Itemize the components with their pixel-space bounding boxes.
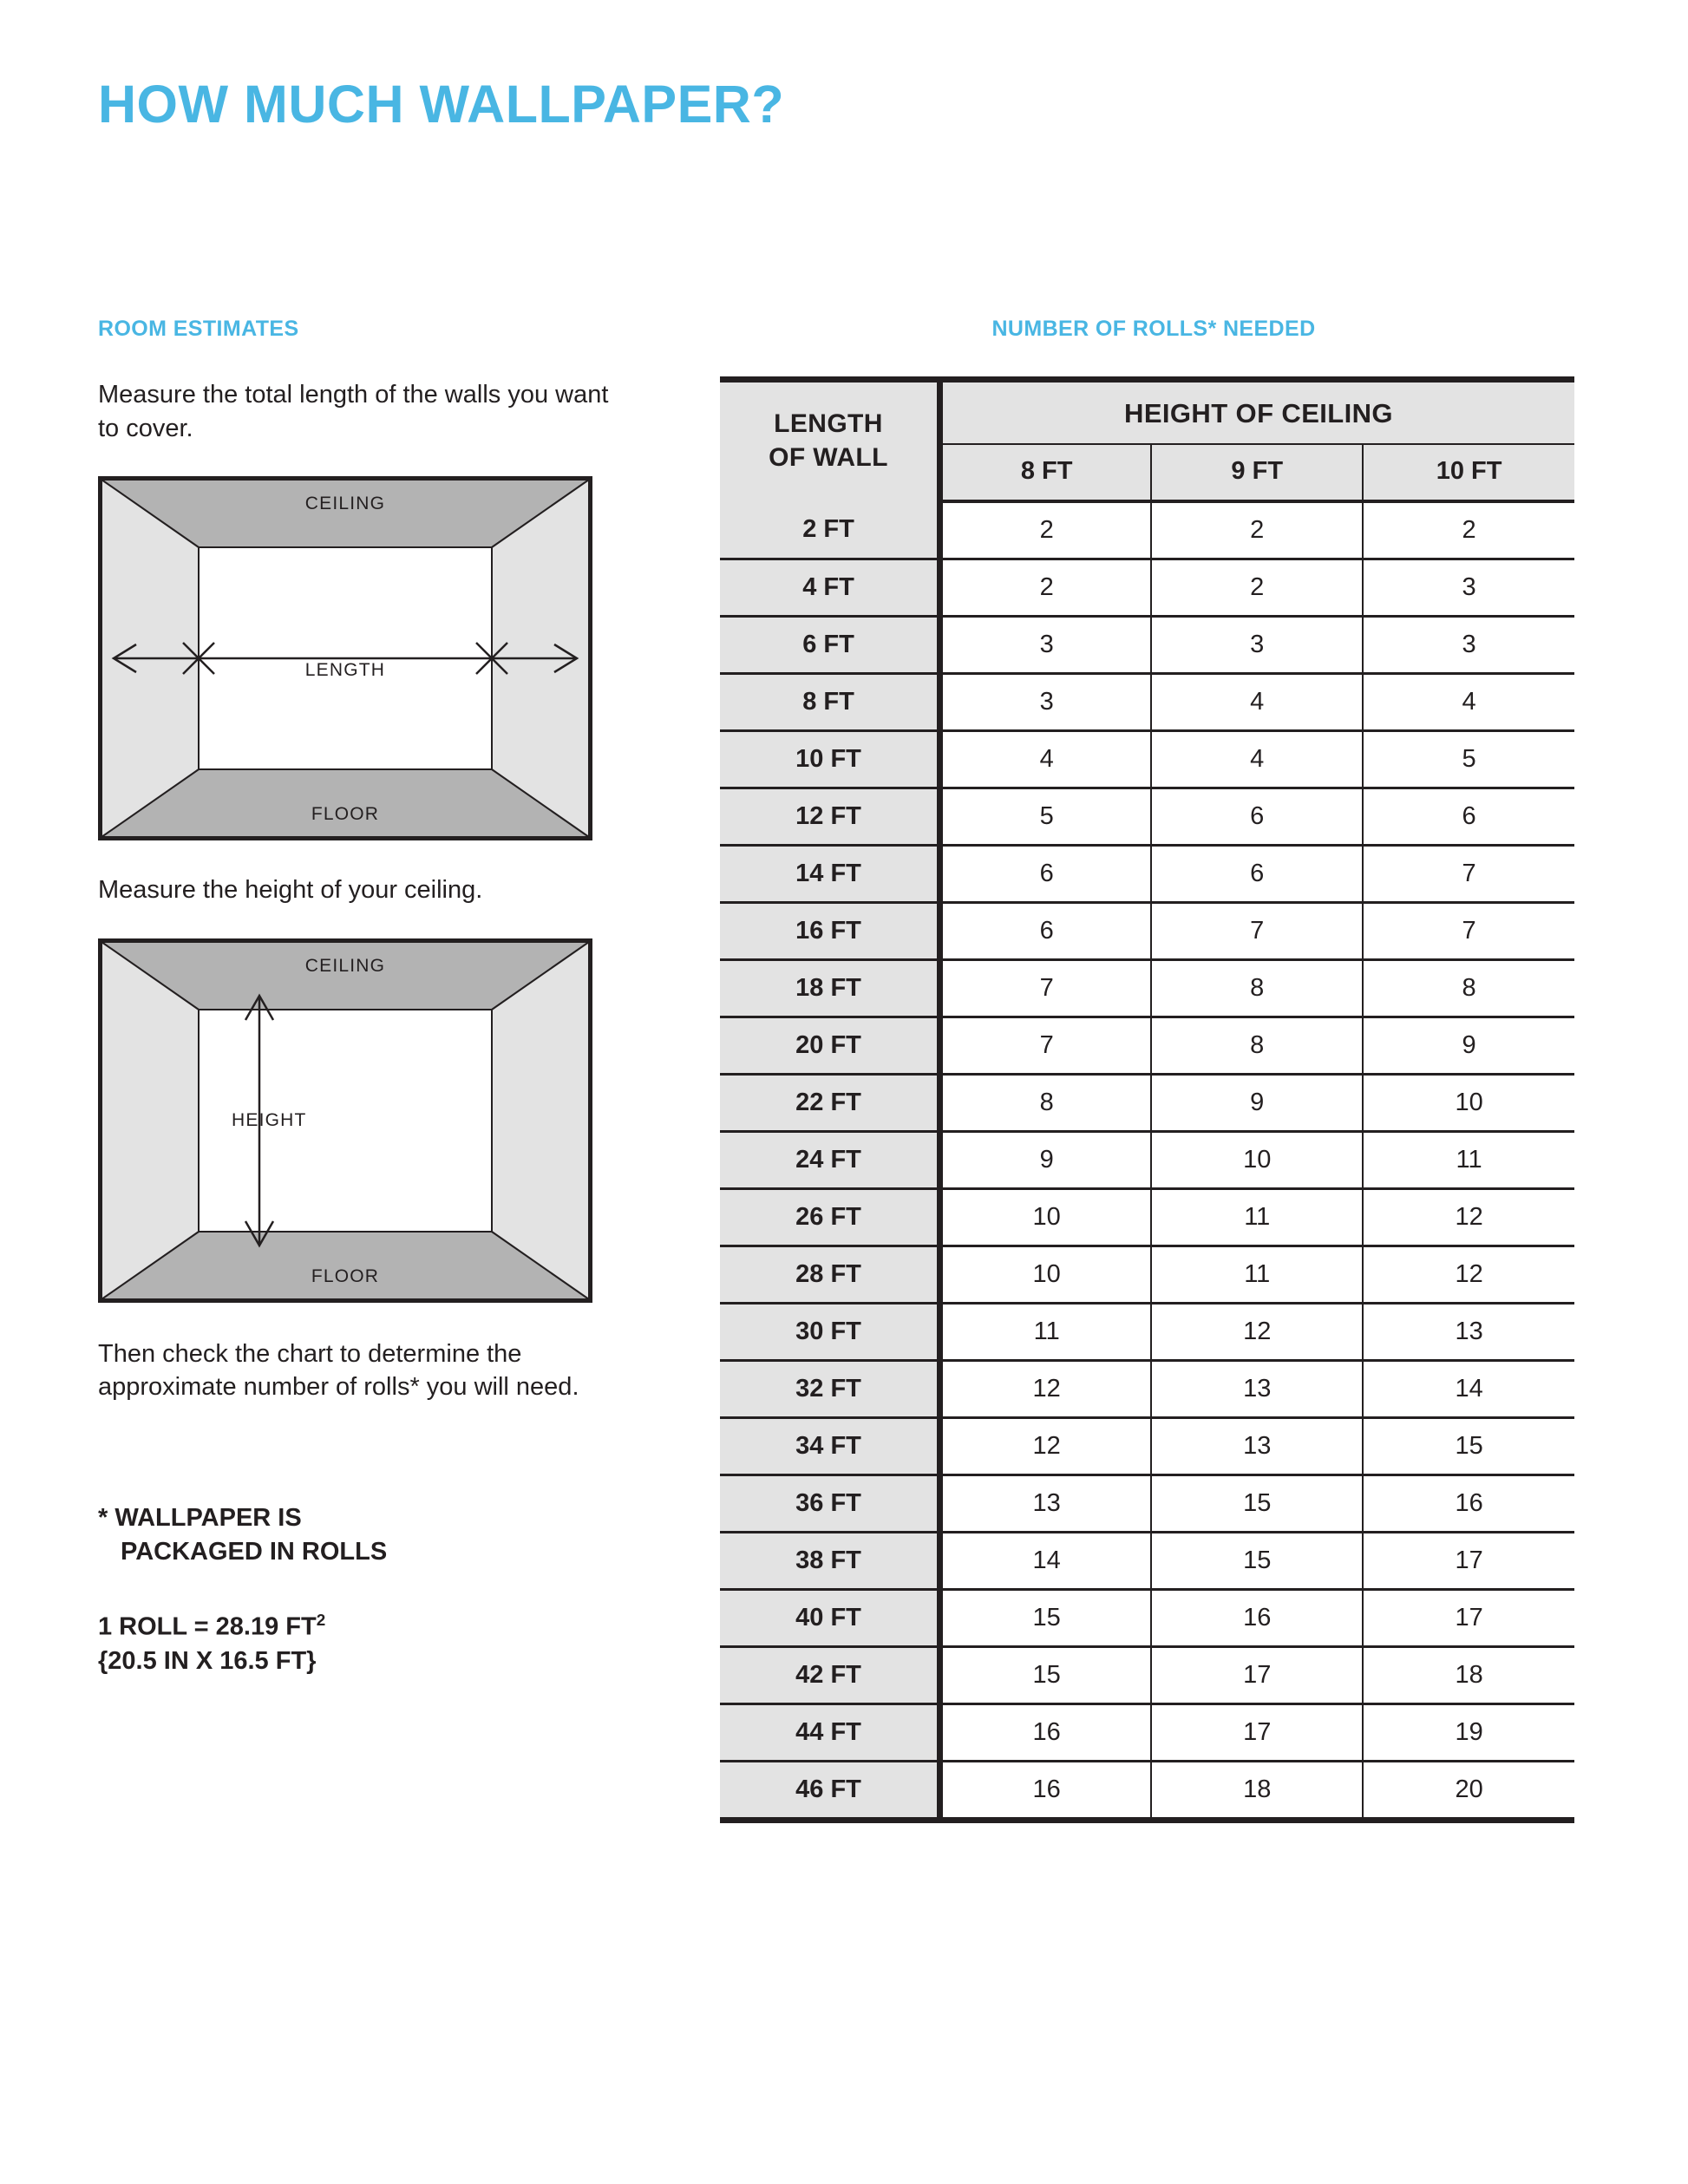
row-length-label: 8 FT — [720, 674, 940, 731]
cell-10ft: 3 — [1363, 617, 1574, 674]
cell-10ft: 5 — [1363, 731, 1574, 788]
cell-10ft: 9 — [1363, 1017, 1574, 1075]
cell-9ft: 3 — [1151, 617, 1363, 674]
cell-8ft: 9 — [940, 1132, 1152, 1189]
cell-10ft: 15 — [1363, 1418, 1574, 1475]
table-row — [720, 1418, 1574, 1475]
cell-8ft: 8 — [940, 1075, 1152, 1132]
cell-10ft: 8 — [1363, 960, 1574, 1017]
cell-9ft: 4 — [1151, 674, 1363, 731]
row-length-label: 26 FT — [720, 1189, 940, 1246]
cell-8ft: 15 — [940, 1590, 1152, 1647]
cell-8ft: 10 — [940, 1246, 1152, 1304]
column-header-10ft: 10 FT — [1363, 444, 1574, 501]
row-length-label: 32 FT — [720, 1361, 940, 1418]
cell-10ft: 16 — [1363, 1475, 1574, 1533]
ceiling-label-2: CEILING — [304, 955, 386, 976]
cell-10ft: 14 — [1363, 1361, 1574, 1418]
rolls-table-head — [720, 383, 1574, 501]
roll-size-info — [98, 1609, 618, 1678]
table-row — [720, 1704, 1574, 1762]
length-of-wall-header — [720, 383, 940, 501]
step-1-text: Measure the total length of the walls you want to cover. — [98, 381, 609, 442]
length-label: LENGTH — [304, 660, 386, 681]
cell-8ft: 10 — [940, 1189, 1152, 1246]
cell-10ft: 12 — [1363, 1246, 1574, 1304]
table-row — [720, 1762, 1574, 1818]
cell-9ft: 8 — [1151, 960, 1363, 1017]
cell-8ft: 7 — [940, 1017, 1152, 1075]
cell-9ft: 13 — [1151, 1418, 1363, 1475]
cell-8ft: 16 — [940, 1762, 1152, 1818]
footnote-line-2: PACKAGED IN ROLLS — [121, 1537, 388, 1566]
cell-8ft: 12 — [940, 1418, 1152, 1475]
row-length-label: 2 FT — [720, 501, 940, 559]
room-perspective-svg — [101, 480, 589, 837]
roll-area-exponent: 2 — [316, 1611, 326, 1630]
cell-10ft: 20 — [1363, 1762, 1574, 1818]
cell-10ft: 4 — [1363, 674, 1574, 731]
rolls-needed-heading: NUMBER OF ROLLS* NEEDED — [991, 317, 1316, 341]
length-of-wall-header-line1: LENGTH — [774, 409, 883, 438]
cell-8ft: 4 — [940, 731, 1152, 788]
cell-10ft: 7 — [1363, 846, 1574, 903]
ceiling-label: CEILING — [304, 494, 386, 514]
table-row — [720, 731, 1574, 788]
table-row — [720, 674, 1574, 731]
cell-10ft: 17 — [1363, 1533, 1574, 1590]
cell-9ft: 4 — [1151, 731, 1363, 788]
table-row — [720, 1132, 1574, 1189]
roll-dimensions-text: {20.5 IN X 16.5 FT} — [98, 1646, 317, 1675]
footnote-line-1: * WALLPAPER IS — [98, 1503, 302, 1532]
cell-9ft: 17 — [1151, 1704, 1363, 1762]
column-header-8ft: 8 FT — [940, 444, 1152, 501]
table-row — [720, 1075, 1574, 1132]
length-diagram-graphic — [101, 480, 589, 837]
floor-label-2: FLOOR — [311, 1265, 380, 1286]
height-of-ceiling-header: HEIGHT OF CEILING — [940, 383, 1575, 444]
cell-8ft: 12 — [940, 1361, 1152, 1418]
row-length-label: 18 FT — [720, 960, 940, 1017]
cell-9ft: 11 — [1151, 1246, 1363, 1304]
cell-8ft: 2 — [940, 501, 1152, 559]
floor-label: FLOOR — [311, 804, 380, 825]
table-header-row-1 — [720, 383, 1574, 444]
row-length-label: 46 FT — [720, 1762, 940, 1818]
rolls-table-body — [720, 501, 1574, 1817]
table-row — [720, 788, 1574, 846]
table-row — [720, 1590, 1574, 1647]
row-length-label: 36 FT — [720, 1475, 940, 1533]
table-row — [720, 1475, 1574, 1533]
column-header-9ft: 9 FT — [1151, 444, 1363, 501]
cell-9ft: 2 — [1151, 501, 1363, 559]
row-length-label: 24 FT — [720, 1132, 940, 1189]
cell-10ft: 11 — [1363, 1132, 1574, 1189]
cell-10ft: 10 — [1363, 1075, 1574, 1132]
row-length-label: 30 FT — [720, 1304, 940, 1361]
cell-10ft: 2 — [1363, 501, 1574, 559]
cell-9ft: 13 — [1151, 1361, 1363, 1418]
cell-9ft: 6 — [1151, 788, 1363, 846]
row-length-label: 42 FT — [720, 1647, 940, 1704]
cell-10ft: 3 — [1363, 559, 1574, 617]
cell-8ft: 7 — [940, 960, 1152, 1017]
cell-10ft: 6 — [1363, 788, 1574, 846]
length-diagram — [98, 476, 592, 840]
row-length-label: 20 FT — [720, 1017, 940, 1075]
cell-9ft: 15 — [1151, 1533, 1363, 1590]
table-row — [720, 1304, 1574, 1361]
table-row — [720, 1361, 1574, 1418]
row-length-label: 28 FT — [720, 1246, 940, 1304]
row-length-label: 44 FT — [720, 1704, 940, 1762]
cell-9ft: 15 — [1151, 1475, 1363, 1533]
cell-8ft: 16 — [940, 1704, 1152, 1762]
table-row — [720, 501, 1574, 559]
cell-9ft: 18 — [1151, 1762, 1363, 1818]
cell-9ft: 9 — [1151, 1075, 1363, 1132]
row-length-label: 14 FT — [720, 846, 940, 903]
row-length-label: 4 FT — [720, 559, 940, 617]
cell-10ft: 12 — [1363, 1189, 1574, 1246]
cell-9ft: 7 — [1151, 903, 1363, 960]
cell-8ft: 3 — [940, 617, 1152, 674]
row-length-label: 38 FT — [720, 1533, 940, 1590]
table-row — [720, 1189, 1574, 1246]
table-row — [720, 617, 1574, 674]
row-length-label: 40 FT — [720, 1590, 940, 1647]
cell-8ft: 14 — [940, 1533, 1152, 1590]
step-3-text: Then check the chart to determine the approximate number of rolls* you will need. — [98, 1339, 579, 1402]
cell-9ft: 10 — [1151, 1132, 1363, 1189]
cell-8ft: 6 — [940, 903, 1152, 960]
wallpaper-footnote — [98, 1501, 618, 1569]
height-diagram — [98, 938, 592, 1303]
cell-9ft: 16 — [1151, 1590, 1363, 1647]
cell-8ft: 5 — [940, 788, 1152, 846]
cell-8ft: 11 — [940, 1304, 1152, 1361]
table-row — [720, 1246, 1574, 1304]
table-row — [720, 559, 1574, 617]
cell-8ft: 6 — [940, 846, 1152, 903]
table-row — [720, 1533, 1574, 1590]
cell-10ft: 17 — [1363, 1590, 1574, 1647]
cell-8ft: 13 — [940, 1475, 1152, 1533]
cell-9ft: 17 — [1151, 1647, 1363, 1704]
table-row — [720, 1647, 1574, 1704]
room-estimates-section — [98, 317, 618, 1678]
rolls-table-wrapper — [720, 376, 1574, 1823]
table-row — [720, 846, 1574, 903]
cell-9ft: 8 — [1151, 1017, 1363, 1075]
step-2-text: Measure the height of your ceiling. — [98, 876, 483, 905]
roll-area-text: 1 ROLL = 28.19 FT — [98, 1612, 317, 1641]
length-of-wall-header-line2: OF WALL — [769, 442, 888, 472]
room-estimates-heading: ROOM ESTIMATES — [98, 317, 299, 341]
cell-9ft: 2 — [1151, 559, 1363, 617]
cell-8ft: 3 — [940, 674, 1152, 731]
row-length-label: 16 FT — [720, 903, 940, 960]
cell-10ft: 18 — [1363, 1647, 1574, 1704]
cell-9ft: 12 — [1151, 1304, 1363, 1361]
cell-9ft: 11 — [1151, 1189, 1363, 1246]
page-title: HOW MUCH WALLPAPER? — [98, 75, 785, 134]
row-length-label: 34 FT — [720, 1418, 940, 1475]
cell-10ft: 19 — [1363, 1704, 1574, 1762]
cell-8ft: 15 — [940, 1647, 1152, 1704]
row-length-label: 6 FT — [720, 617, 940, 674]
cell-10ft: 13 — [1363, 1304, 1574, 1361]
table-row — [720, 903, 1574, 960]
cell-10ft: 7 — [1363, 903, 1574, 960]
table-row — [720, 1017, 1574, 1075]
row-length-label: 12 FT — [720, 788, 940, 846]
cell-9ft: 6 — [1151, 846, 1363, 903]
row-length-label: 10 FT — [720, 731, 940, 788]
table-row — [720, 960, 1574, 1017]
rolls-table-section — [720, 317, 1587, 1823]
row-length-label: 22 FT — [720, 1075, 940, 1132]
height-label: HEIGHT — [232, 1109, 307, 1130]
rolls-table — [720, 383, 1574, 1817]
cell-8ft: 2 — [940, 559, 1152, 617]
